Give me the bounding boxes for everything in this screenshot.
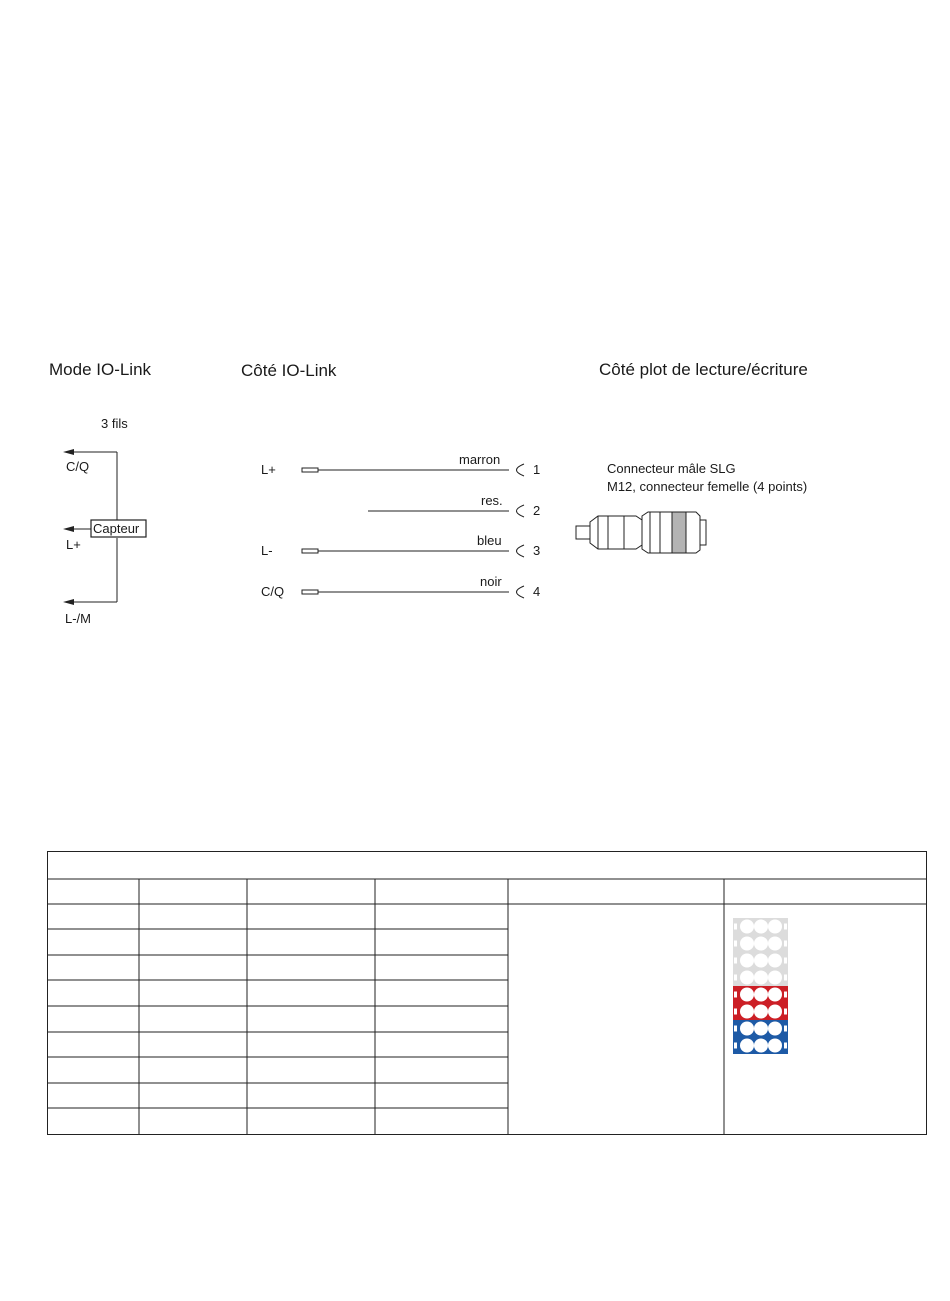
heading-mode-io-link: Mode IO-Link — [49, 360, 152, 379]
terminal-strip-row — [733, 986, 788, 1003]
terminal-strip-row — [733, 1020, 788, 1037]
sensor-pin-lplus: L+ — [66, 537, 81, 552]
wire-color-res: res. — [481, 493, 503, 508]
heading-plot-side: Côté plot de lecture/écriture — [599, 360, 808, 379]
terminal-strip-row — [733, 969, 788, 986]
wires-count-label: 3 fils — [101, 416, 128, 431]
terminal-strip-row — [733, 935, 788, 952]
terminal-strip-row — [733, 1003, 788, 1020]
wire-color-marron: marron — [459, 452, 501, 467]
terminal-strip-row — [733, 952, 788, 969]
signal-lminus: L- — [261, 543, 273, 558]
pin-number-2: 2 — [533, 503, 541, 518]
wire-color-bleu: bleu — [477, 533, 502, 548]
sensor-pin-lminus-m: L-/M — [65, 611, 91, 626]
signal-lplus: L+ — [261, 462, 276, 477]
sensor-pin-cq: C/Q — [66, 459, 90, 474]
heading-io-link-side: Côté IO-Link — [241, 361, 337, 380]
connector-label-line1: Connecteur mâle SLG — [607, 461, 736, 476]
terminal-strip-row — [733, 918, 788, 935]
pin-number-1: 1 — [533, 462, 541, 477]
terminal-strip-row — [733, 1037, 788, 1054]
pin-number-4: 4 — [533, 584, 541, 599]
signal-cq: C/Q — [261, 584, 285, 599]
pin-number-3: 3 — [533, 543, 541, 558]
wire-color-noir: noir — [480, 574, 502, 589]
connector-label-line2: M12, connecteur femelle (4 points) — [607, 479, 808, 494]
sensor-box-label: Capteur — [93, 521, 140, 536]
